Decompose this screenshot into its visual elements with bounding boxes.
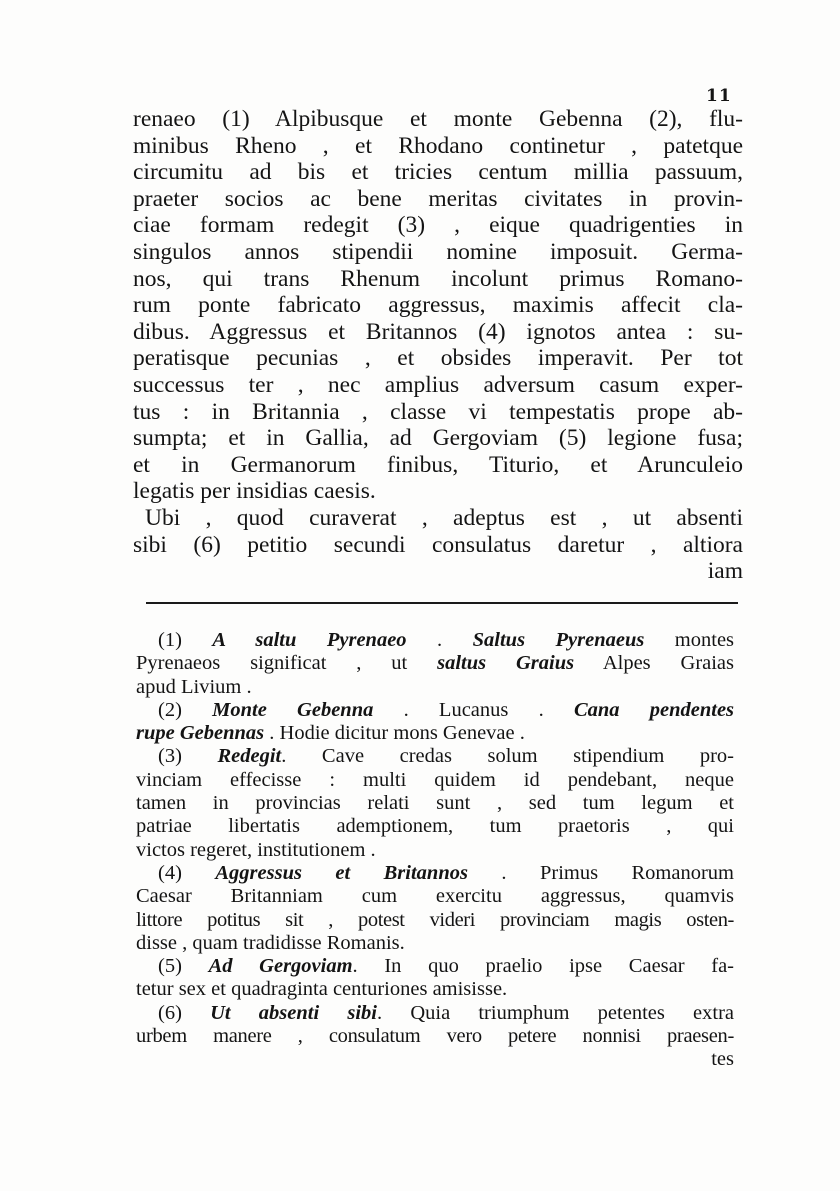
footnote-text: . <box>437 629 473 651</box>
catchword: tes <box>711 1048 734 1071</box>
footnote-line: apud Livium . <box>136 675 252 698</box>
footnote-lemma: Aggressus et Britannos <box>215 861 468 884</box>
footnote-line: vinciam effecisse : multi quidem id pendebant, neque <box>136 768 734 791</box>
text-line: sumpta; et in Gallia, ad Gergoviam (5) legione fusa; <box>133 425 743 452</box>
footnote-lemma: Monte Gebenna <box>212 698 374 721</box>
footnotes <box>136 629 734 1072</box>
footnote-citation: Saltus Pyrenaeus <box>472 629 645 651</box>
footnote-text: . Lucanus . <box>403 698 574 721</box>
footnote-line: disse , quam tradidisse Romanis. <box>136 931 405 954</box>
text-line: singulos annos stipendii nomine imposuit. Germa- <box>133 238 743 265</box>
footnote-text: Pyrenaeos significat , ut <box>136 652 438 675</box>
footnote-citation: rupe Gebennas <box>136 722 265 745</box>
text-line: ciae formam redegit (3) , eique quadrigenties in <box>133 212 743 239</box>
text-line: rum ponte fabricato aggressus, maximis affecit cla- <box>133 292 743 319</box>
footnote-line: victos regeret, institutionem . <box>136 838 376 861</box>
text-line: legatis per insidias caesis. <box>133 478 376 505</box>
text-line: praeter socios ac bene meritas civitates in provin- <box>133 185 743 212</box>
footnote-line <box>136 862 734 885</box>
footnote-line: tamen in provincias relati sunt , sed tum legum et <box>136 792 734 815</box>
footnote-text: . Hodie dicitur mons Genevae . <box>264 722 525 745</box>
text-line: minibus Rheno , et Rhodano continetur , patetque <box>133 132 743 159</box>
footnote-lemma: A saltu Pyrenaeo <box>212 629 407 651</box>
footnote-number: (3) <box>158 745 182 768</box>
footnote-number: (4) <box>158 861 182 884</box>
footnote-text: montes <box>644 629 735 651</box>
footnote-citation: Cana pendentes <box>573 698 735 721</box>
footnote-line <box>136 652 734 675</box>
footnote-line: urbem manere , consulatum vero petere nonnisi praesen- <box>136 1025 734 1048</box>
footnote-number: (5) <box>158 955 182 978</box>
footnote-text: Alpes Graias <box>574 652 735 675</box>
footnote-line <box>136 629 734 652</box>
footnote-line: Caesar Britanniam cum exercitu aggressus, quamvis <box>136 885 734 908</box>
catchword: iam <box>707 558 743 585</box>
footnote-line: patriae libertatis ademptionem, tum praetoris , qui <box>136 815 734 838</box>
text-line: et in Germanorum finibus, Titurio, et Arunculeio <box>133 451 743 478</box>
text-line: dibus. Aggressus et Britannos (4) ignotos antea : su- <box>133 318 743 345</box>
text-line: sibi (6) petitio secundi consulatus daretur , altiora <box>133 531 743 558</box>
footnote-number: (6) <box>158 1001 182 1024</box>
footnote-line <box>136 745 734 768</box>
page-number: 11 <box>706 86 732 106</box>
footnote-lemma: Ad Gergoviam <box>208 955 353 978</box>
footnote-line <box>136 699 734 722</box>
footnote-divider <box>146 602 738 604</box>
footnote-line <box>136 722 734 745</box>
text-line: Ubi , quod curaverat , adeptus est , ut absenti <box>145 504 743 531</box>
text-line: circumitu ad bis et tricies centum millia passuum, <box>133 159 743 186</box>
text-line: successus ter , nec amplius adversum casum exper- <box>133 371 743 398</box>
footnote-lemma: Ut absenti sibi <box>210 1001 377 1024</box>
footnote-line: tetur sex et quadraginta centuriones amisisse. <box>136 978 508 1001</box>
footnote-line: littore potitus sit , potest videri provinciam magis osten- <box>136 908 734 931</box>
footnote-number: (1) <box>158 629 182 651</box>
footnote-line <box>136 1002 734 1025</box>
text-line: peratisque pecunias , et obsides imperavit. Per tot <box>133 345 743 372</box>
footnote-citation: saltus Graius <box>437 652 575 675</box>
text-line: nos, qui trans Rhenum incolunt primus Romano- <box>133 265 743 292</box>
footnote-line <box>136 955 734 978</box>
footnote-text: . Quia triumphum petentes extra <box>377 1001 735 1024</box>
main-text <box>133 106 743 585</box>
text-line: tus : in Britannia , classe vi tempestatis prope ab- <box>133 398 743 425</box>
text-line: renaeo (1) Alpibusque et monte Gebenna (2), flu- <box>133 106 743 132</box>
footnote-text: . Cave credas solum stipendium pro- <box>281 745 734 768</box>
footnote-number: (2) <box>158 698 182 721</box>
footnote-text: . In quo praelio ipse Caesar fa- <box>352 955 734 978</box>
footnote-text: . Primus Romanorum <box>467 861 735 884</box>
footnote-lemma: Redegit <box>217 745 282 768</box>
